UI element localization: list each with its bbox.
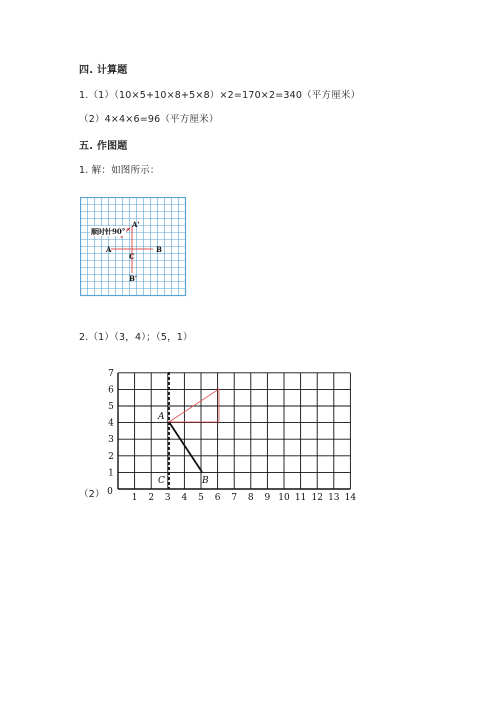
y-tick-label: 5 <box>108 402 114 412</box>
point-a-label: A <box>158 412 165 422</box>
origin-label: 0 <box>107 487 113 497</box>
point-b-prime-label: B' <box>129 274 138 283</box>
coordinate-grid-figure <box>98 365 368 507</box>
x-tick-label: 10 <box>278 493 290 503</box>
x-tick-label: 13 <box>328 493 340 503</box>
figure2-label: （2） <box>79 489 105 500</box>
x-tick-label: 3 <box>164 493 171 503</box>
y-axis-ticks <box>108 369 114 479</box>
x-tick-label: 1 <box>131 493 138 503</box>
point-a-label: A <box>106 245 112 254</box>
x-axis-ticks <box>132 493 357 503</box>
point-c-label: C <box>158 476 165 486</box>
calc-item-2: （2）4×4×6=96（平方厘米） <box>79 114 219 125</box>
calc-item-1: 1.（1）（10×5+10×8+5×8）×2=170×2=340（平方厘米） <box>79 90 361 101</box>
y-tick-label: 3 <box>108 435 114 446</box>
y-tick-label: 2 <box>108 451 114 462</box>
x-tick-label: 9 <box>264 493 271 503</box>
x-tick-label: 14 <box>344 493 357 503</box>
coordinate-grid <box>118 373 350 489</box>
red-triangle <box>169 389 219 422</box>
y-tick-label: 7 <box>108 368 114 379</box>
x-tick-label: 2 <box>148 493 155 503</box>
y-tick-label: 1 <box>108 468 114 479</box>
drawing-item-1-intro: 1. 解：如图所示： <box>79 165 160 176</box>
point-a-prime-label: A' <box>132 220 140 229</box>
x-tick-label: 4 <box>181 493 188 503</box>
y-tick-label: 6 <box>108 385 114 396</box>
x-tick-label: 11 <box>294 493 307 503</box>
point-c-label: C <box>129 252 135 261</box>
section4-heading: 四. 计算题 <box>79 65 128 76</box>
drawing-item-2: 2.（1）（3，4）；（5，1） <box>79 332 193 343</box>
point-b-label: B <box>202 476 209 486</box>
point-b-label: B <box>156 245 162 254</box>
y-tick-label: 4 <box>108 418 114 429</box>
x-tick-label: 5 <box>198 493 204 503</box>
section5-heading: 五. 作图题 <box>79 141 128 152</box>
rotation-annotation: 顺时针90° <box>91 227 126 236</box>
x-tick-label: 7 <box>231 493 238 503</box>
x-tick-label: 12 <box>311 493 323 503</box>
x-tick-label: 6 <box>214 493 221 503</box>
rotation-grid-figure <box>80 197 192 299</box>
x-tick-label: 8 <box>247 493 254 503</box>
segment-ab-black <box>169 422 202 472</box>
